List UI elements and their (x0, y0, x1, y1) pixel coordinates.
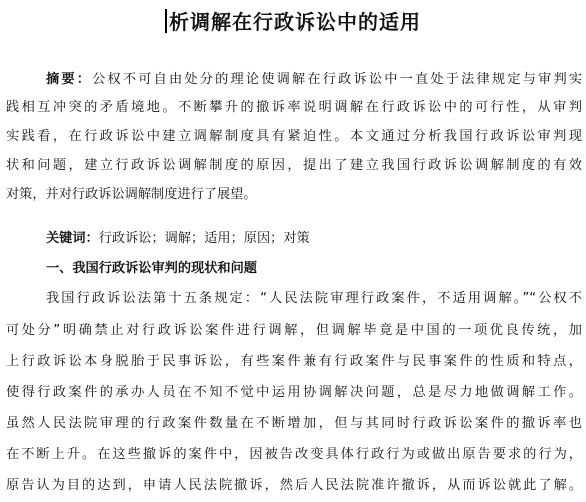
abstract-label: 摘要： (46, 72, 93, 87)
abstract-line-2: 践相互冲突的矛盾境地。不断攀升的撤诉率说明调解在行政诉讼中的可行性，从审判 (6, 100, 582, 115)
title-row (0, 6, 586, 35)
abstract-line-1 (6, 67, 582, 93)
section-line-1: 我国行政诉讼法第十五条规定：“人民法院审理行政案件，不适用调解。”“公权不 (46, 291, 582, 306)
section-heading: 一、我国行政诉讼审判的现状和问题 (46, 261, 257, 276)
abstract-line-5: 对策，并对行政诉讼调解制度进行了展望。 (6, 187, 257, 202)
section-line-6: 在不断上升。在这些撤诉的案件中，因被告改变具体行政行为或做出原告要求的行为， (6, 447, 582, 462)
section-line-5: 虽然人民法院审理的行政案件数量在不断增加，但与其同时行政诉讼案件的撤诉率也 (6, 416, 582, 431)
keywords-text: 行政诉讼；调解；适用；原因；对策 (98, 231, 310, 246)
text-cursor (165, 9, 167, 33)
keywords-label: 关键词： (46, 231, 99, 246)
section-line-2: 可处分”明确禁止对行政诉讼案件进行调解，但调解毕竟是中国的一项优良传统，加 (6, 323, 582, 338)
abstract-line-3: 实践看，在行政诉讼中建立调解制度具有紧迫性。本文通过分析我国行政诉讼审判现 (6, 129, 582, 144)
section-line-7: 原告认为目的达到，申请人民法院撤诉，然后人民法院准许撤诉，从而诉讼就此了解。 (6, 478, 582, 493)
section-line-4: 使得行政案件的承办人员在不知不觉中运用协调解决问题，总是尽力地做调解工作。 (6, 385, 582, 400)
keywords-line (46, 226, 576, 252)
abstract-line-4: 状和问题，建立行政诉讼调解制度的原因，提出了建立我国行政诉讼调解制度的有效 (6, 158, 582, 173)
abstract-text: 公权不可自由处分的理论使调解在行政诉讼中一直处于法律规定与审判实 (92, 72, 582, 87)
document-title: 析调解在行政诉讼中的适用 (169, 10, 421, 34)
section-line-3: 上行政诉讼本身脱胎于民事诉讼，有些案件兼有行政案件与民事案件的性质和特点， (6, 354, 582, 369)
